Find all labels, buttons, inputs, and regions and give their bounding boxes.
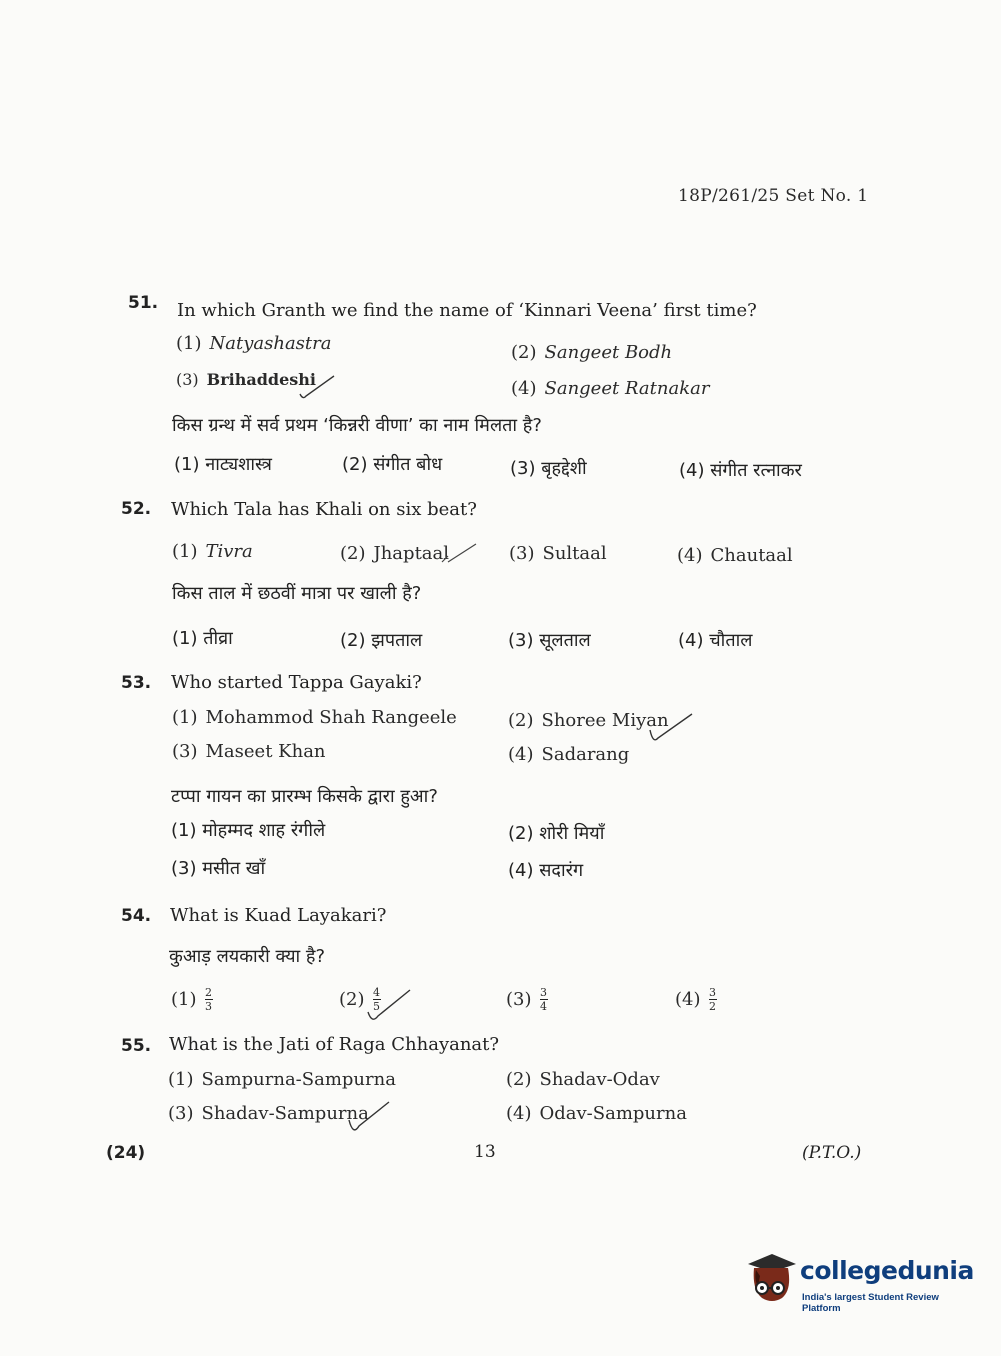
- hindi-option-3: (3) बृहद्देशी: [510, 458, 587, 479]
- question-text-hindi: कुआड़ लयकारी क्या है?: [169, 946, 326, 967]
- check-mark-icon: [440, 540, 480, 566]
- option-4: (4) Sadarang: [508, 744, 630, 765]
- hindi-option-2: (2) संगीत बोध: [342, 454, 443, 475]
- option-1: (1) Tivra: [172, 541, 253, 562]
- option-1: (1) Mohammod Shah Rangeele: [172, 707, 457, 728]
- hindi-option-2: (2) झपताल: [340, 630, 423, 651]
- question-number: 54.: [121, 906, 152, 926]
- question-text-hindi: किस ग्रन्थ में सर्व प्रथम ‘किन्नरी वीणा’ का नाम मिलता है?: [172, 415, 542, 436]
- question-text: Who started Tappa Gayaki?: [171, 672, 422, 693]
- question-number: 51.: [128, 293, 159, 313]
- option-4: (4) Odav-Sampurna: [506, 1103, 687, 1124]
- question-text: Which Tala has Khali on six beat?: [171, 499, 477, 520]
- mascot-icon: [742, 1250, 798, 1312]
- option-3: (3) Shadav-Sampurna: [168, 1103, 369, 1124]
- option-2: (2) Sangeet Bodh: [511, 342, 673, 363]
- question-text-hindi: किस ताल में छठवीं मात्रा पर खाली है?: [172, 583, 422, 604]
- question-number: 55.: [121, 1036, 152, 1056]
- option-3: (3) Maseet Khan: [172, 741, 326, 762]
- question-number: 53.: [121, 673, 152, 693]
- hindi-option-2: (2) शोरी मियाँ: [508, 823, 605, 844]
- question-text: What is Kuad Layakari?: [170, 905, 387, 926]
- hindi-option-4: (4) संगीत रत्नाकर: [679, 460, 802, 481]
- check-mark-icon: [646, 710, 696, 746]
- option-3: (3) Brihaddeshi: [176, 370, 316, 389]
- hindi-option-3: (3) मसीत खाँ: [171, 858, 266, 879]
- question-number: 52.: [121, 499, 152, 519]
- hindi-option-1: (1) नाट्यशास्त्र: [174, 454, 272, 475]
- check-mark-icon: [364, 986, 414, 1026]
- pto-label: (P.T.O.): [802, 1143, 862, 1163]
- option-1: (1) Sampurna-Sampurna: [168, 1069, 396, 1090]
- logo-wordmark: collegedunia: [800, 1256, 974, 1285]
- option-3: (3) $\frac{3}{4}$: [506, 986, 547, 1013]
- hindi-option-1: (1) तीव्रा: [172, 628, 233, 649]
- hindi-option-1: (1) मोहम्मद शाह रंगीले: [171, 820, 326, 841]
- question-text: In which Granth we find the name of ‘Kinnari Veena’ first time?: [177, 300, 757, 321]
- hindi-option-4: (4) सदारंग: [508, 860, 584, 881]
- question-text: What is the Jati of Raga Chhayanat?: [169, 1034, 500, 1055]
- hindi-option-3: (3) सूलताल: [508, 630, 591, 651]
- option-4: (4) $\frac{3}{2}$: [675, 986, 716, 1013]
- paper-code: 18P/261/25 Set No. 1: [678, 186, 869, 206]
- logo-tagline: India's largest Student Review Platform: [802, 1292, 939, 1314]
- check-mark-icon: [345, 1098, 393, 1138]
- option-2: (2) Shoree Miyan: [508, 710, 669, 731]
- check-mark-icon: [296, 372, 340, 402]
- option-2: (2) Jhaptaal: [340, 543, 450, 564]
- question-text-hindi: टप्पा गायन का प्रारम्भ किसके द्वारा हुआ?: [171, 786, 438, 807]
- collegedunia-logo: [742, 1250, 974, 1314]
- page-number: 13: [474, 1142, 496, 1162]
- paper-serial: (24): [106, 1143, 146, 1163]
- option-4: (4) Sangeet Ratnakar: [511, 378, 710, 399]
- option-2: (2) $\frac{4}{5}$: [339, 986, 380, 1013]
- hindi-option-4: (4) चौताल: [678, 630, 753, 651]
- option-1: (1) Natyashastra: [176, 333, 332, 354]
- option-3: (3) Sultaal: [509, 543, 607, 564]
- option-2: (2) Shadav-Odav: [506, 1069, 660, 1090]
- option-4: (4) Chautaal: [677, 545, 793, 566]
- option-1: (1) $\frac{2}{3}$: [171, 986, 212, 1013]
